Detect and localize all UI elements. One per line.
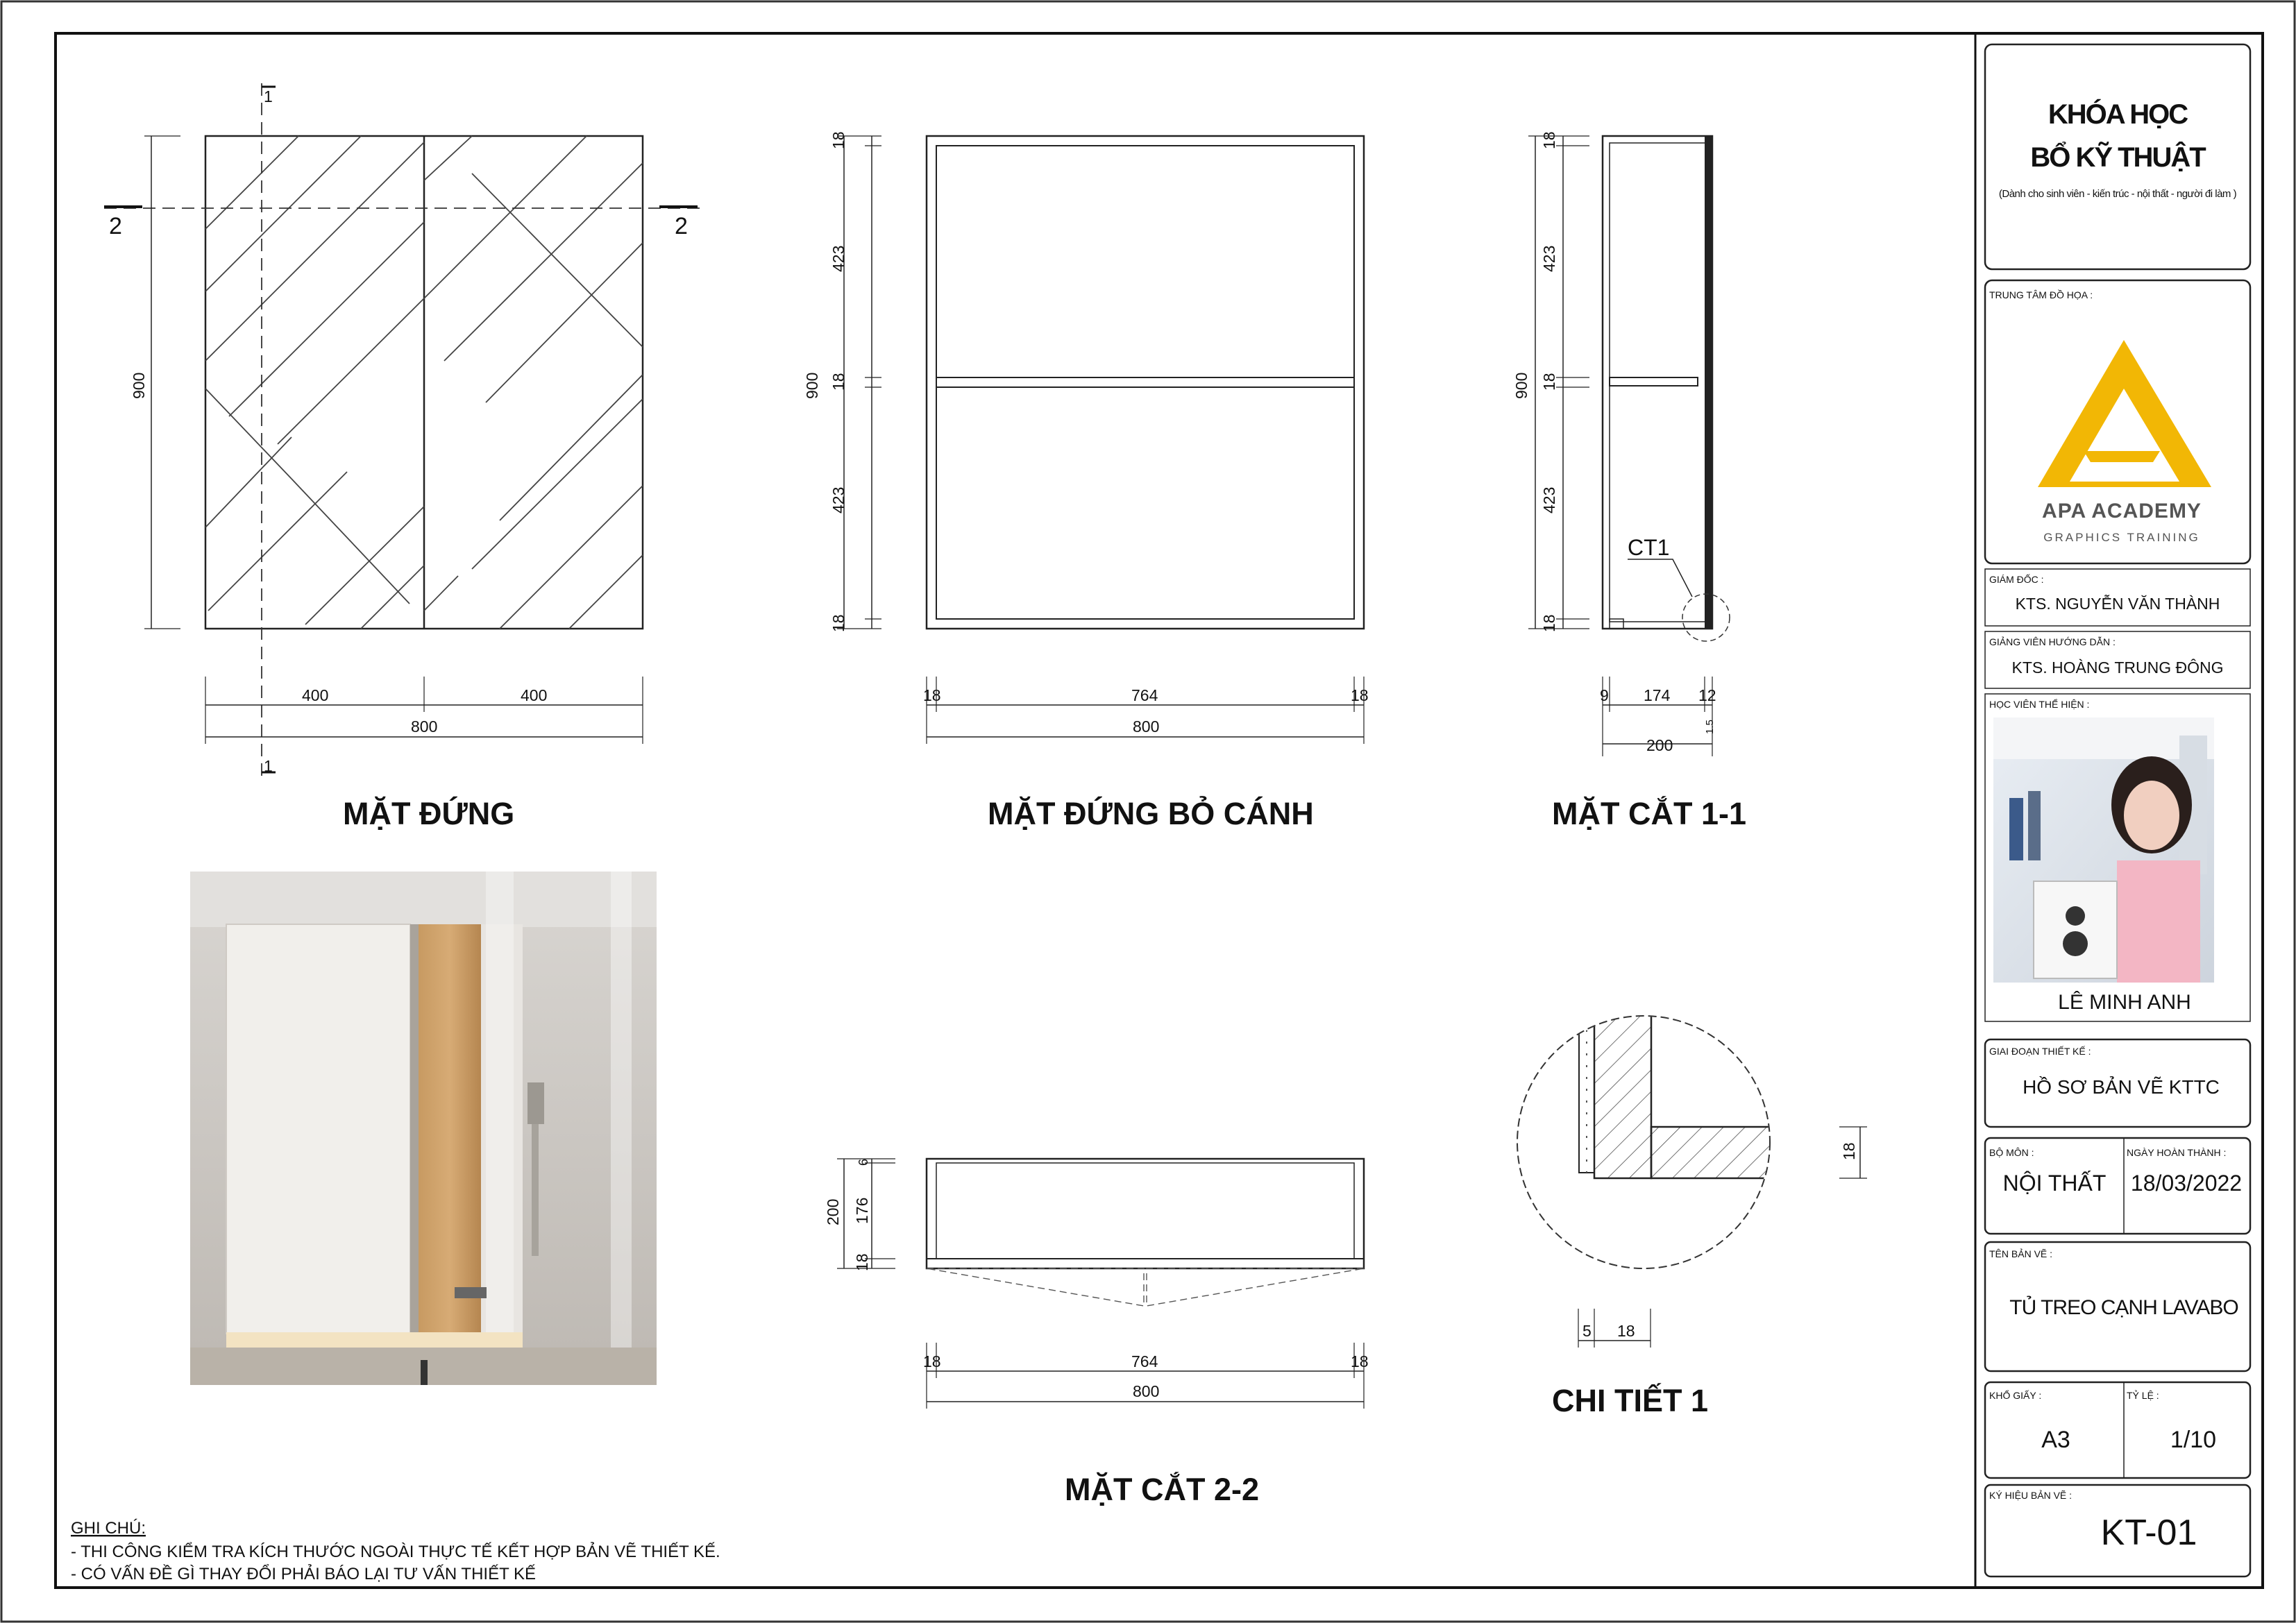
section-1-1-title: MẶT CẮT 1-1 <box>1552 796 1746 831</box>
notes-line-2: - CÓ VẤN ĐỀ GÌ THAY ĐỔI PHẢI BÁO LẠI TƯ VẤN THIẾT KẾ <box>71 1565 536 1583</box>
paper-value: A3 <box>2041 1427 2070 1453</box>
dept-label: BỘ MÔN : <box>1989 1147 2034 1158</box>
detail-shelf-hatch <box>1651 1127 1790 1178</box>
dim-shelf: 18 <box>1840 1142 1858 1160</box>
code-label: KÝ HIỆU BẢN VẼ : <box>1989 1490 2073 1501</box>
dim-upper: 423 <box>829 245 847 272</box>
paper-label: KHỔ GIẤY : <box>1989 1390 2042 1401</box>
notes-line-1: - THI CÔNG KIỂM TRA KÍCH THƯỚC NGOÀI THỰC TẾ KẾT HỢP BẢN VẼ THIẾT KẾ. <box>71 1543 720 1561</box>
drawing-name-label: TÊN BẢN VẼ : <box>1989 1248 2053 1259</box>
student-name: LÊ MINH ANH <box>2058 991 2191 1014</box>
dim-mid: 18 <box>1540 373 1558 391</box>
carcass-outline <box>927 136 1364 629</box>
dim-height: 900 <box>130 372 148 399</box>
dept-value: NỘI THẤT <box>2002 1171 2107 1196</box>
dim-total-height: 900 <box>803 372 821 399</box>
door-profile <box>1705 136 1712 629</box>
scale-value: 1/10 <box>2170 1427 2217 1453</box>
detail-1-view <box>1517 999 1867 1418</box>
dim-back: 9 <box>1600 686 1609 704</box>
dim-total-width: 800 <box>411 717 438 736</box>
course-subtitle: (Dành cho sinh viên - kiến trúc - nội thất - người đi làm ) <box>1998 188 2237 200</box>
shelf-profile <box>1610 377 1698 386</box>
apa-logo-icon <box>2038 340 2211 487</box>
dim-back: 6 <box>856 1158 870 1166</box>
dim-top: 18 <box>829 131 847 149</box>
section-2-2-view <box>824 1159 1369 1507</box>
director-name: KTS. NGUYỄN VĂN THÀNH <box>2015 595 2220 613</box>
dim-gap: 5 <box>1582 1322 1592 1340</box>
dim-inner: 176 <box>853 1197 871 1224</box>
student-photo <box>1993 717 2214 983</box>
dim-lower: 423 <box>1540 486 1558 513</box>
notes-heading: GHI CHÚ: <box>71 1519 146 1538</box>
dim-left: 18 <box>923 1352 941 1370</box>
door-swing-right <box>1147 1268 1364 1306</box>
brand-name: APA ACADEMY <box>2042 500 2202 522</box>
course-line-2: BỔ KỸ THUẬT <box>2030 142 2205 173</box>
elevation-view <box>104 83 701 831</box>
dim-top: 18 <box>1540 131 1558 149</box>
title-block <box>1985 44 2250 1577</box>
dim-door: 12 <box>1698 686 1716 704</box>
date-value: 18/03/2022 <box>2130 1171 2243 1196</box>
elevation-no-doors-title: MẶT ĐỨNG BỎ CÁNH <box>988 796 1314 831</box>
section-mark-1-top: 1 <box>264 87 273 105</box>
director-label: GIÁM ĐỐC : <box>1989 574 2044 585</box>
door-band <box>927 1259 1364 1268</box>
dim-inner: 174 <box>1644 686 1671 704</box>
dim-lower: 423 <box>829 486 847 513</box>
dim-inner-width: 764 <box>1131 1352 1158 1370</box>
section-2-2-title: MẶT CẮT 2-2 <box>1065 1472 1259 1507</box>
elevation-title: MẶT ĐỨNG <box>343 796 515 831</box>
elevation-no-doors-view <box>803 131 1369 831</box>
door-swing-left <box>927 1268 1144 1306</box>
drawing-name-value: TỦ TREO CẠNH LAVABO <box>2009 1296 2238 1319</box>
dim-small: 1.5 <box>1704 720 1716 734</box>
student-label: HỌC VIÊN THỂ HIỆN : <box>1989 699 2090 710</box>
dim-right: 18 <box>1351 686 1369 704</box>
code-value: KT-01 <box>2100 1513 2197 1553</box>
course-line-1: KHÓA HỌC <box>2048 99 2188 130</box>
scale-label: TỶ LỆ : <box>2127 1390 2159 1401</box>
notes-block <box>71 1519 720 1583</box>
dim-total-depth: 200 <box>1646 736 1673 754</box>
middle-shelf <box>936 377 1354 387</box>
section-1-1-view <box>1512 131 1746 831</box>
dim-total-width: 800 <box>1133 1382 1160 1400</box>
section-mark-2-left: 2 <box>109 213 122 239</box>
dim-left-panel: 400 <box>302 686 329 704</box>
phase-value: HỒ SƠ BẢN VẼ KTTC <box>2023 1076 2220 1098</box>
cabinet-render-image <box>190 872 657 1385</box>
dim-door: 18 <box>853 1253 871 1271</box>
brand-tagline: GRAPHICS TRAINING <box>2043 531 2200 544</box>
instructor-label: GIẢNG VIÊN HƯỚNG DẪN : <box>1989 636 2116 647</box>
dim-inner: 764 <box>1131 686 1158 704</box>
date-label: NGÀY HOÀN THÀNH : <box>2127 1147 2227 1158</box>
section-mark-1-bottom: 1 <box>264 757 273 775</box>
detail-1-title: CHI TIẾT 1 <box>1552 1383 1709 1418</box>
dim-mid: 18 <box>829 373 847 391</box>
phase-label: GIAI ĐOẠN THIẾT KẾ : <box>1989 1046 2091 1057</box>
instructor-name: KTS. HOÀNG TRUNG ĐÔNG <box>2011 658 2224 677</box>
section-mark-2-right: 2 <box>675 213 688 239</box>
dim-right: 18 <box>1351 1352 1369 1370</box>
dim-total-width: 800 <box>1133 717 1160 736</box>
center-label: TRUNG TÂM ĐỒ HỌA : <box>1989 289 2093 300</box>
dim-panel: 18 <box>1617 1322 1635 1340</box>
dim-upper: 423 <box>1540 245 1558 272</box>
dim-bottom: 18 <box>829 614 847 632</box>
dim-bottom: 18 <box>1540 614 1558 632</box>
detail-callout-label: CT1 <box>1628 535 1670 560</box>
dim-total-depth: 200 <box>824 1198 842 1225</box>
dim-left: 18 <box>923 686 941 704</box>
detail-panel-hatch <box>1594 999 1651 1178</box>
dim-total-height: 900 <box>1512 372 1530 399</box>
dim-right-panel: 400 <box>521 686 548 704</box>
